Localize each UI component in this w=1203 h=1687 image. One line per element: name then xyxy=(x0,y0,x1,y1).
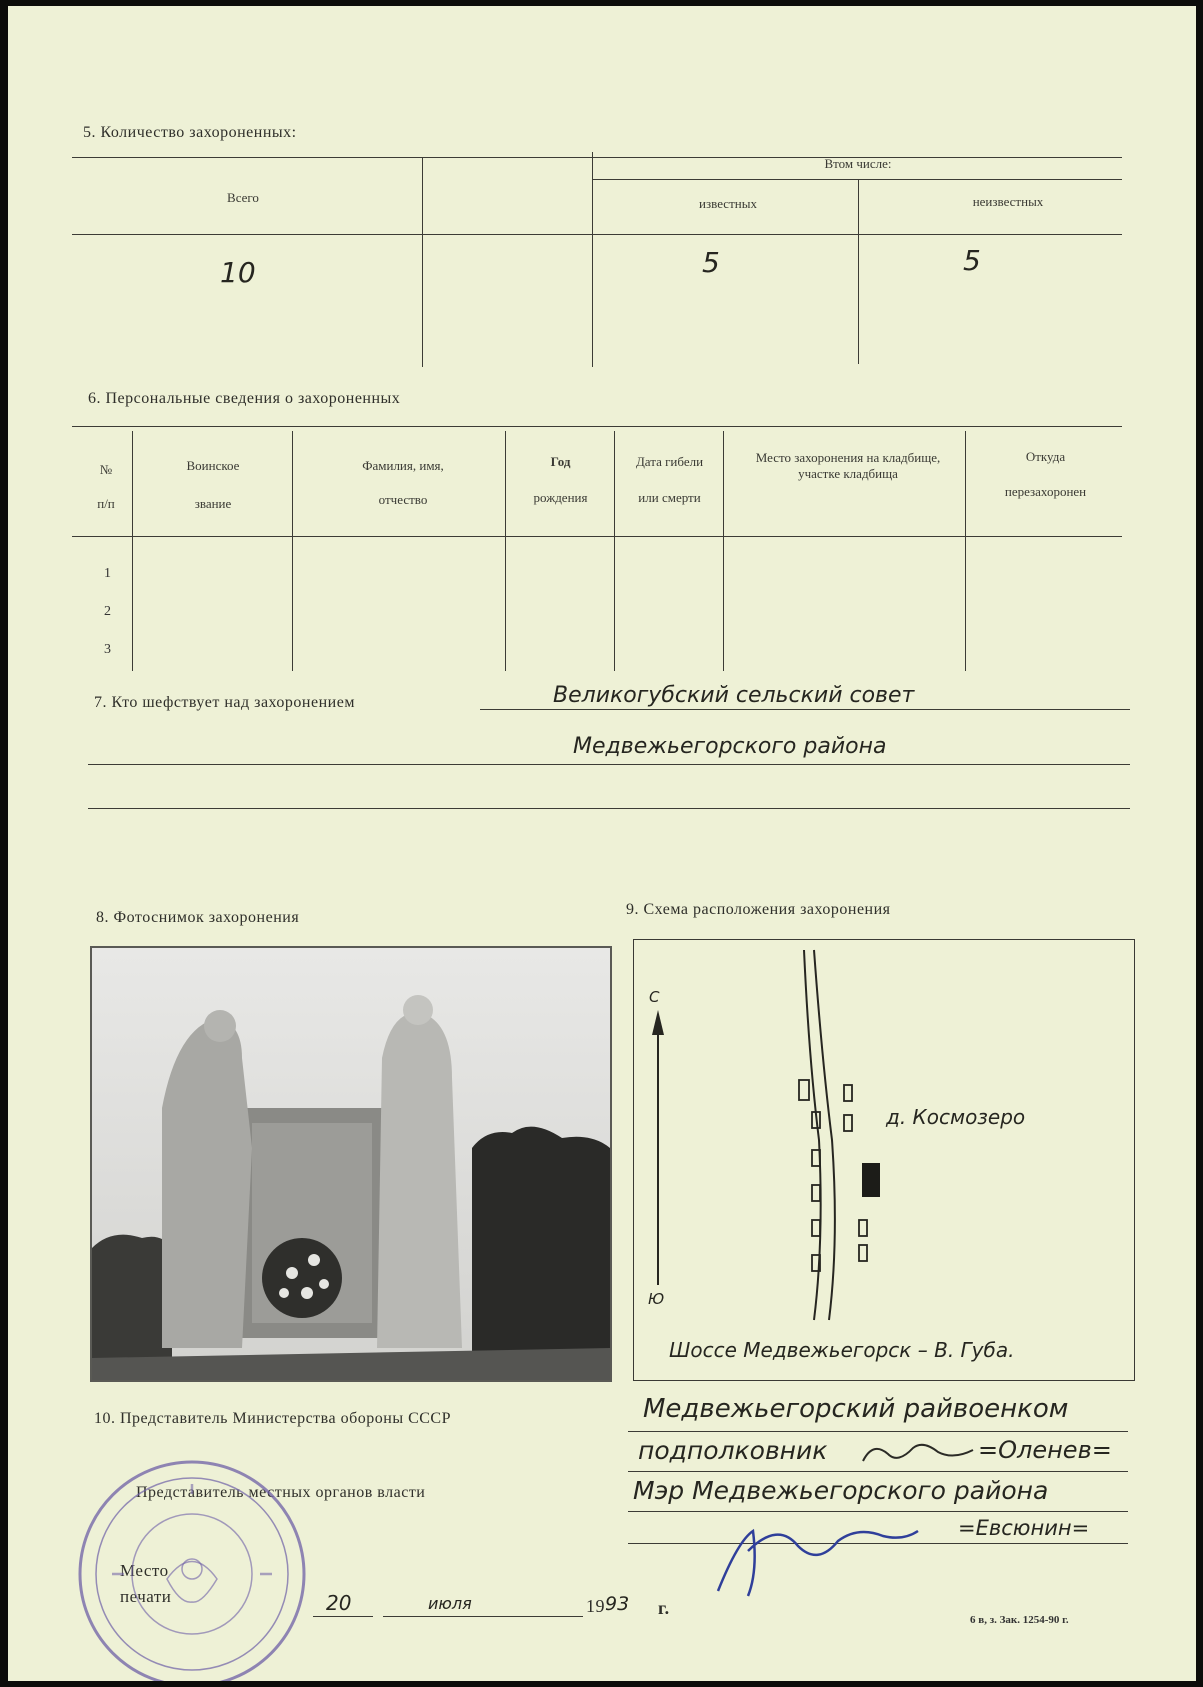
col-number-sub: п/п xyxy=(97,496,115,511)
col-reburied-from-sub: перезахоронен xyxy=(1004,484,1087,499)
divider xyxy=(422,157,423,367)
col-burial-place: Место захоронения на кладбище, участке кладбища xyxy=(755,450,941,482)
document-page xyxy=(8,6,1196,1681)
date-year: 93 xyxy=(605,1593,630,1615)
section7-title: 7. Кто шефствует над захоронением xyxy=(94,694,355,711)
col-death-date: Дата гибели xyxy=(635,454,704,469)
road-label: Шоссе Медвежьегорск – В. Губа. xyxy=(669,1338,1015,1362)
divider xyxy=(592,179,1122,180)
divider xyxy=(72,157,1122,158)
mod-rep-line1: Медвежьегорский райвоенком xyxy=(643,1394,1069,1424)
divider xyxy=(858,179,859,364)
divider xyxy=(88,764,1130,765)
local-rep-name: =Евсюнин= xyxy=(958,1516,1090,1540)
location-scheme xyxy=(633,939,1135,1381)
burial-site-marker xyxy=(862,1163,880,1197)
divider xyxy=(72,234,1122,235)
col-rank: Воинское xyxy=(186,458,240,473)
south-label: Ю xyxy=(648,1290,665,1308)
local-rep-line1: Мэр Медвежьегорского района xyxy=(633,1476,1049,1505)
print-code: 6 в, з. Зак. 1254-90 г. xyxy=(970,1614,1069,1626)
seal-place-label-2: печати xyxy=(120,1587,172,1606)
col-reburied-from: Откуда xyxy=(1025,449,1066,464)
col-death-date-sub: или смерти xyxy=(638,490,701,505)
divider xyxy=(628,1431,1128,1432)
date-year-suffix: г. xyxy=(658,1598,670,1618)
known-label: известных xyxy=(699,196,757,211)
divider xyxy=(965,431,966,671)
divider xyxy=(592,152,593,367)
divider xyxy=(292,431,293,671)
divider xyxy=(88,808,1130,809)
local-authority-label: Представитель местных органов власти xyxy=(136,1484,426,1501)
unknown-value: 5 xyxy=(963,244,981,277)
row-number: 1 xyxy=(104,566,111,581)
date-month: июля xyxy=(428,1594,472,1613)
mod-rep-name: =Оленев= xyxy=(978,1436,1112,1464)
section8-title: 8. Фотоснимок захоронения xyxy=(96,909,300,926)
village-label: д. Космозеро xyxy=(886,1105,1026,1129)
memorial-photo xyxy=(90,946,612,1382)
total-value: 10 xyxy=(220,256,256,289)
divider xyxy=(505,431,506,671)
row-number: 2 xyxy=(104,604,111,619)
mod-rep-rank: подполковник xyxy=(638,1436,828,1465)
col-name-sub: отчество xyxy=(378,492,428,507)
unknown-label: неизвестных xyxy=(972,194,1044,209)
known-value: 5 xyxy=(702,246,720,279)
col-year: Год xyxy=(550,454,571,469)
scheme-drawing xyxy=(634,940,1134,1380)
section5-title: 5. Количество захороненных: xyxy=(83,124,297,141)
col-rank-sub: звание xyxy=(194,496,232,511)
patron-line2: Медвежьегорского района xyxy=(573,734,887,759)
section9-title: 9. Схема расположения захоронения xyxy=(626,901,891,918)
divider xyxy=(723,431,724,671)
divider xyxy=(72,426,1122,427)
date-year-prefix: 19 xyxy=(586,1596,605,1616)
col-name: Фамилия, имя, xyxy=(362,458,444,473)
seal-place-label: Место xyxy=(120,1561,169,1580)
date-day: 20 xyxy=(326,1591,352,1615)
including-label: Втом числе: xyxy=(824,156,892,171)
section10-title: 10. Представитель Министерства обороны СССР xyxy=(94,1410,451,1427)
section6-title: 6. Персональные сведения о захороненных xyxy=(88,390,401,407)
signature-1 xyxy=(858,1436,978,1472)
memorial-photo-image xyxy=(92,948,610,1380)
patron-line1: Великогубский сельский совет xyxy=(553,683,915,708)
divider xyxy=(614,431,615,671)
signature-2 xyxy=(708,1511,928,1601)
official-stamp xyxy=(72,1454,312,1681)
divider xyxy=(313,1616,373,1617)
col-number: № xyxy=(99,462,113,477)
divider xyxy=(383,1616,583,1617)
north-label: С xyxy=(649,988,660,1006)
divider xyxy=(480,709,1130,710)
divider xyxy=(132,431,133,671)
row-number: 3 xyxy=(104,642,111,657)
col-year-sub: рождения xyxy=(533,490,588,505)
total-label: Всего xyxy=(227,190,259,205)
